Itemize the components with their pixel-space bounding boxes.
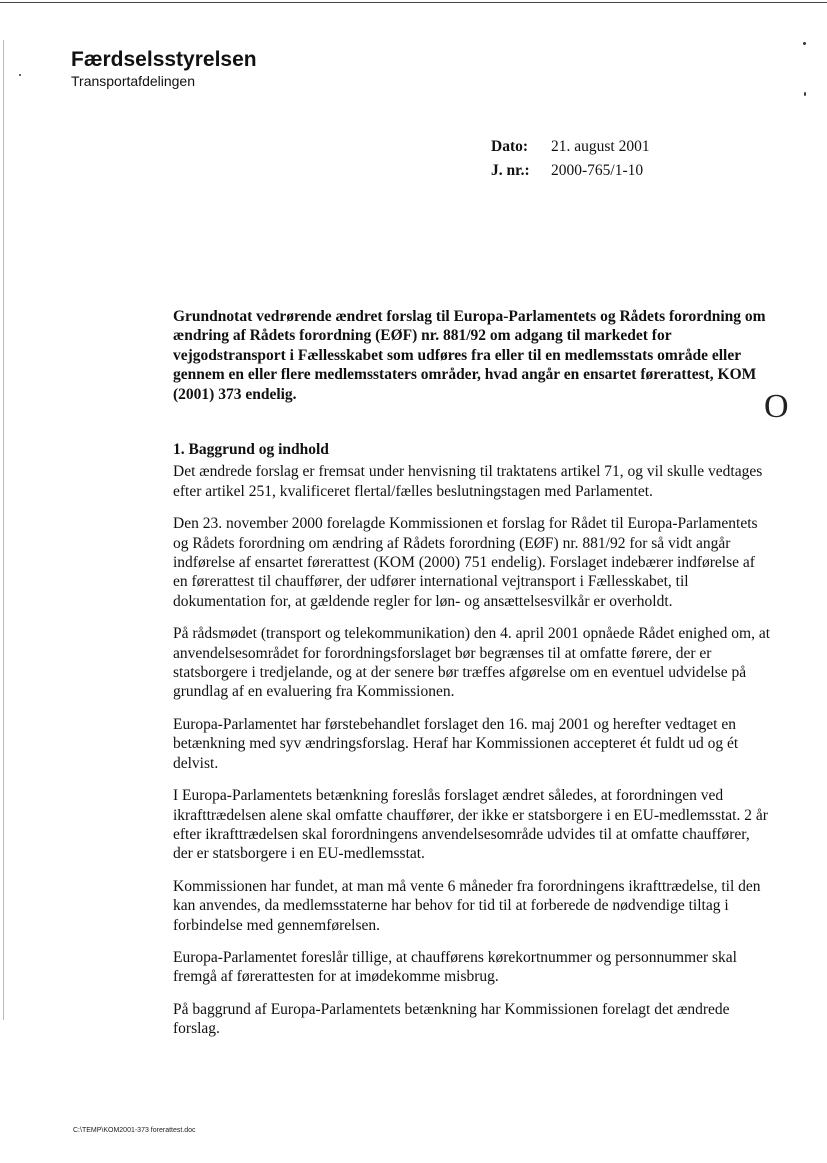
scan-left-edge (3, 40, 4, 1020)
date-label: Dato: (491, 138, 529, 155)
scan-speck (804, 92, 806, 96)
scan-speck (19, 74, 21, 76)
paragraph: Kommissionen har fundet, at man må vente 6 måneder fra forordningens ikrafttrædelse, til den kan anvendes, da medlemsstaterne har behov for tid til at forberede de nødvendige tiltag i forbindelse med gennemførelsen. (173, 877, 761, 934)
reference-label: J. nr.: (491, 162, 530, 179)
paragraph: Europa-Parlamentet foreslår tillige, at chaufførens kørekortnummer og personnummer skal fremgå af førerattesten for at imødekomme misbrug. (173, 948, 737, 986)
section-background (173, 440, 773, 1052)
paragraph: På rådsmødet (transport og telekommunikation) den 4. april 2001 opnåede Rådet enighed om, at anvendelsesområdet for forordningsforslaget bør begrænses til at omfatte førere, der er statsborgere i tredjelande, og at der senere bør træffes afgørelse om en eventuel udvidelse på grundlag af en evaluering fra Kommissionen. (173, 625, 771, 701)
paragraph: Europa-Parlamentet har førstebehandlet forslaget den 16. maj 2001 og herefter vedtaget en betænkning med syv ændringsforslag. Heraf har Kommissionen accepteret ét fuldt ud og ét delvist. (173, 715, 739, 772)
paragraph: Den 23. november 2000 forelagde Kommissionen et forslag for Rådet til Europa-Parlamentets og Rådets forordning om ændring af Rådets forordning (EØF) nr. 881/92 for så vidt angår indførelse af ensartet førerattest (KOM (2000) 751 endelig). Forslaget indebærer indførelse af en førerattest til chauffører, der udfører international vejtransport i Fællesskabet, til dokumentation for, at gældende regler for løn- og ansættelsesvilkår er overholdt. (173, 515, 758, 610)
document-meta (491, 135, 650, 183)
date-row (491, 135, 650, 159)
margin-mark: O (764, 388, 789, 425)
paragraph: På baggrund af Europa-Parlamentets betænkning har Kommissionen forelagt det ændrede forslag. (173, 1000, 730, 1038)
reference-value: 2000-765/1-10 (551, 162, 644, 179)
date-value: 21. august 2001 (551, 138, 650, 155)
department-name: Transportafdelingen (71, 73, 196, 89)
top-border-rule (0, 2, 827, 3)
organization-name: Færdselsstyrelsen (71, 48, 257, 71)
section-heading: 1. Baggrund og indhold (173, 441, 329, 458)
document-title: Grundnotat vedrørende ændret forslag til Europa-Parlamentets og Rådets forordning om ændring af Rådets forordning (EØF) nr. 881/92 om adgang til markedet for vejgodstransport i Fællesskabet som udføres fra eller til en medlemsstats område eller gennem en eller flere medlemsstaters områder, hvad angår en ensartet førerattest, KOM (2001) 373 endelig. (173, 308, 766, 403)
paragraph: I Europa-Parlamentets betænkning foreslås forslaget ændret således, at forordningen ved ikrafttrædelsen alene skal omfatte chauffører, der ikke er statsborgere i en EU-medlemsstat. 2 år efter ikrafttrædelsen skal forordningens anvendelsesområde udvides til at omfatte chauffører, der er statsborgere i en EU-medlemsstat. (173, 787, 768, 863)
reference-row (491, 159, 650, 183)
letterhead (71, 47, 257, 90)
footer-file-path: C:\TEMP\KOM2001-373 forerattest.doc (73, 1127, 196, 1134)
paragraph: Det ændrede forslag er fremsat under henvisning til traktatens artikel 71, og vil skulle vedtages efter artikel 251, kvalificeret flertal/fælles beslutningstagen med Parlamentet. (173, 463, 763, 500)
scan-speck (803, 42, 806, 45)
